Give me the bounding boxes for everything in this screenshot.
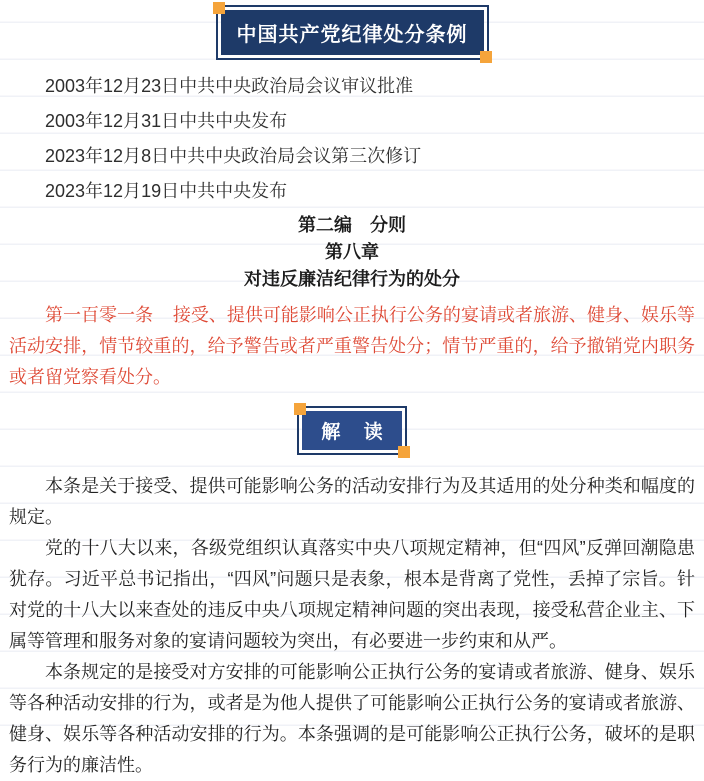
- corner-accent-icon: [480, 51, 492, 63]
- corner-accent-icon: [294, 403, 306, 415]
- interpretation-paragraph: 本条是关于接受、提供可能影响公务的活动安排行为及其适用的处分种类和幅度的规定。: [9, 476, 695, 527]
- part-heading: 第二编 分则: [298, 215, 406, 235]
- interpretation-body: [9, 471, 695, 781]
- interpretation-paragraph: 本条规定的是接受对方安排的可能影响公正执行公务的宴请或者旅游、健身、娱乐等各种活动安排的行为，或者是为他人提供了可能影响公正执行公务的宴请或者旅游、健身、娱乐等各种活动安排的行为。本条强调的是可能影响公正执行公务，破坏的是职务行为的廉洁性。: [9, 662, 695, 775]
- date-list: [9, 69, 695, 209]
- article-number: 第一百零一条: [45, 305, 154, 325]
- article-text: 接受、提供可能影响公正执行公务的宴请或者旅游、健身、娱乐等活动安排，情节较重的，给予警告或者严重警告处分；情节严重的，给予撤销党内职务或者留党察看处分。: [9, 305, 696, 387]
- article-paragraph: [9, 300, 695, 393]
- chapter-title-heading: 对违反廉洁纪律行为的处分: [244, 269, 460, 289]
- title-badge: [216, 5, 489, 60]
- chapter-heading: 第八章: [325, 242, 379, 262]
- corner-accent-icon: [213, 2, 225, 14]
- section-headings: [9, 212, 695, 293]
- date-line: 2023年12月19日中共中央发布: [45, 181, 288, 201]
- article-page: [0, 5, 704, 775]
- interpretation-paragraph: 党的十八大以来，各级党组织认真落实中央八项规定精神，但“四风”反弹回潮隐患犹存。习近平总书记指出，“四风”问题只是表象，根本是背离了党性，丢掉了宗旨。针对党的十八大以来查处的违反中央八项规定精神问题的突出表现，接受私营企业主、下属等管理和服务对象的宴请问题较为突出，有必要进一步约束和从严。: [9, 538, 695, 651]
- date-line: 2003年12月23日中共中央政治局会议审议批准: [45, 76, 414, 96]
- date-line: 2003年12月31日中共中央发布: [45, 111, 288, 131]
- document-title: 中国共产党纪律处分条例: [221, 10, 484, 55]
- interpretation-badge-label: 解 读: [302, 411, 401, 450]
- corner-accent-icon: [398, 446, 410, 458]
- interpretation-badge: [297, 406, 406, 455]
- date-line: 2023年12月8日中共中央政治局会议第三次修订: [45, 146, 422, 166]
